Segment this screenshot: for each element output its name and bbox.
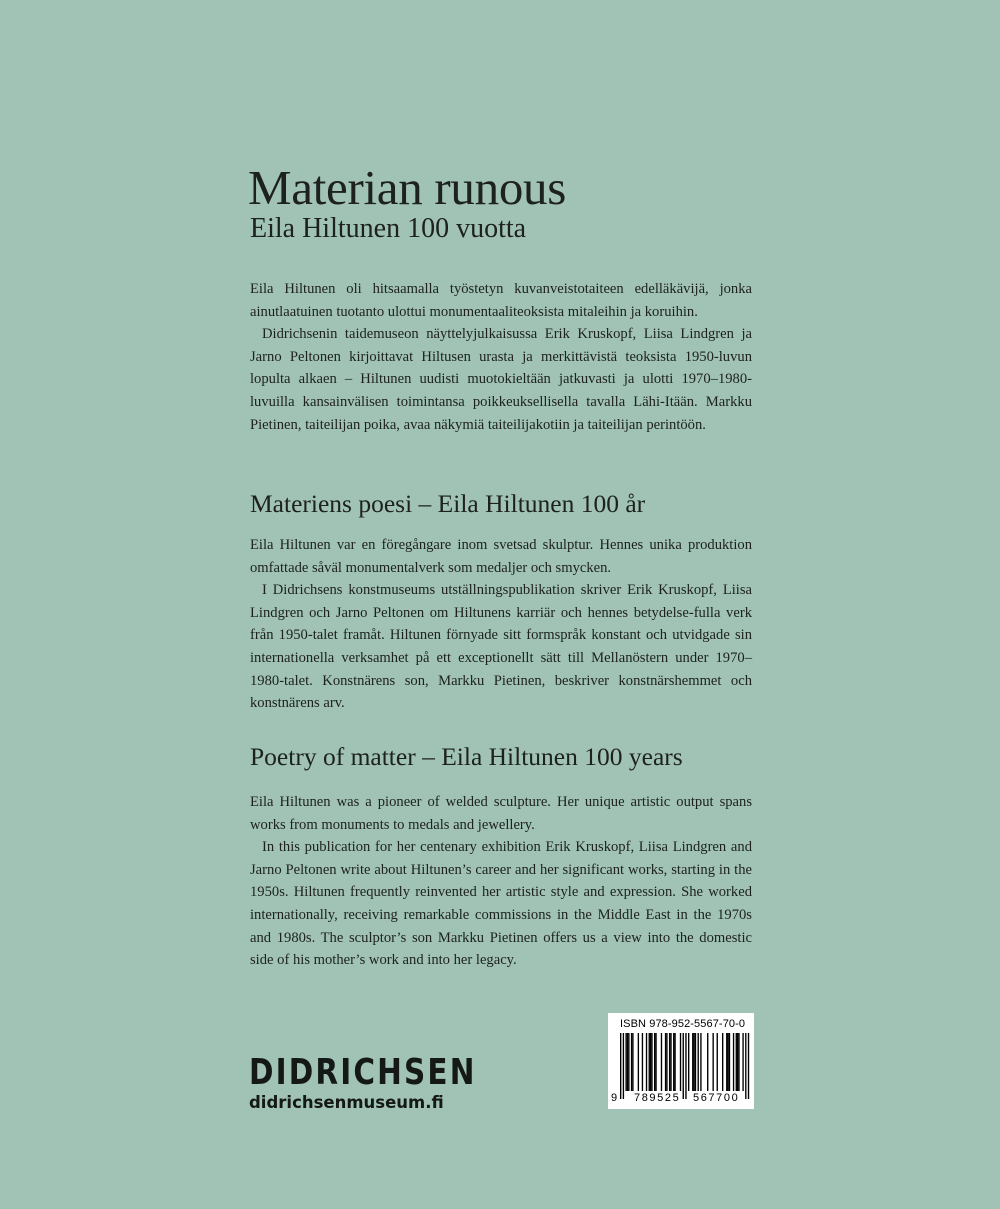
swedish-heading: Materiens poesi – Eila Hiltunen 100 år (250, 489, 646, 518)
barcode-bar (726, 1033, 727, 1091)
book-title: Materian runous (248, 160, 566, 215)
barcode-bar (695, 1033, 696, 1091)
barcode-bar (650, 1033, 651, 1091)
barcode-bar (669, 1033, 670, 1091)
finnish-blurb (250, 278, 752, 436)
barcode-bar (655, 1033, 656, 1091)
barcode-bar (745, 1033, 746, 1099)
barcode-bar (727, 1033, 728, 1091)
barcode-bar (628, 1033, 629, 1091)
barcode-bar (646, 1033, 647, 1091)
barcode-bar (738, 1033, 739, 1091)
finnish-paragraph-1: Eila Hiltunen oli hitsaamalla työstetyn kuvanveistotaiteen edelläkävijä, jonka ainutlaatuinen tuotanto ulottui monumentaaliteoksista mitaleihin ja koruihin. (250, 281, 752, 320)
english-heading: Poetry of matter – Eila Hiltunen 100 years (250, 742, 683, 771)
barcode-bar (631, 1033, 632, 1091)
barcode-bar (632, 1033, 633, 1091)
barcode-bar (627, 1033, 628, 1091)
barcode-bar (748, 1033, 749, 1099)
barcode-bar (674, 1033, 675, 1091)
barcode-bar (712, 1033, 713, 1091)
barcode-bar (665, 1033, 666, 1091)
barcode-digit-prefix: 9 (611, 1092, 618, 1104)
english-paragraph-2: In this publication for her centenary exhibition Erik Kruskopf, Liisa Lindgren and Jarno Peltonen write about Hiltunen’s career and her significant works, starting in the 1950s. Hiltunen frequently reinvented her artistic style and expression. She worked internationally, receiving remarkable commissions in the Middle East in the 1970s and 1980s. The sculptor’s son Markku Pietinen offers us a view into the domestic side of his mother’s work and into her legacy. (250, 839, 752, 969)
barcode-digits-right: 567700 (693, 1092, 740, 1104)
barcode-bar (692, 1033, 693, 1091)
barcode-bar (683, 1033, 684, 1099)
barcode-bar (729, 1033, 730, 1091)
isbn-label: ISBN 978-952-5567-70-0 (620, 1018, 746, 1030)
swedish-paragraph-1: Eila Hiltunen var en föregångare inom svetsad skulptur. Hennes unika produktion omfattade såväl monumentalverk som medaljer och smycken. (250, 537, 752, 576)
barcode-bar (673, 1033, 674, 1091)
barcode-bar (661, 1033, 662, 1091)
barcode-bar (722, 1033, 723, 1091)
barcode-bar (688, 1033, 689, 1091)
barcode-bar (685, 1033, 686, 1099)
barcode-bar (670, 1033, 671, 1091)
isbn-barcode (608, 1013, 754, 1109)
publisher-logo: DIDRICHSEN (249, 1052, 477, 1093)
barcode-bar (707, 1033, 708, 1091)
book-subtitle: Eila Hiltunen 100 vuotta (250, 213, 527, 244)
barcode-bar (642, 1033, 643, 1091)
finnish-paragraph-2: Didrichsenin taidemuseon näyttelyjulkaisussa Erik Kruskopf, Liisa Lindgren ja Jarno Peltonen kirjoittavat Hiltusen urasta ja merkittävistä teoksista 1950-luvun lopulta alkaen – Hiltunen uudisti muotokieltään jatkuvasti ja ulotti 1970–1980-luvuilla kansainvälisen toimintansa poikkeuksellisella tavalla Lähi-Itään. Markku Pietinen, taiteilijan poika, avaa näkymiä taiteilijakotiin ja taiteilijan perintöön. (250, 326, 752, 433)
barcode-bar (737, 1033, 738, 1091)
publisher-block (249, 1054, 526, 1113)
publisher-url: didrichsenmuseum.fi (249, 1093, 444, 1112)
english-blurb (250, 791, 752, 972)
barcode-bar (693, 1033, 694, 1091)
barcode-bar (680, 1033, 681, 1091)
english-paragraph-1: Eila Hiltunen was a pioneer of welded sculpture. Her unique artistic output spans works from monuments to medals and jewellery. (250, 794, 752, 833)
barcode-bar (620, 1033, 621, 1099)
barcode-bar (666, 1033, 667, 1091)
barcode-bar (649, 1033, 650, 1091)
barcode-bar (651, 1033, 652, 1091)
barcode-bar (654, 1033, 655, 1091)
barcode-bar (698, 1033, 699, 1091)
barcode-digits-left: 789525 (634, 1092, 681, 1104)
barcode-bar (736, 1033, 737, 1091)
swedish-paragraph-2: I Didrichsens konstmuseums utställningspublikation skriver Erik Kruskopf, Liisa Lindgren och Jarno Peltonen om Hiltunens karriär och hennes betydelse-fulla verk från 1950-talet framåt. Hiltunen förnyade sitt formspråk konstant och utvidgade sin internationella verksamhet på ett exceptionellt sätt till Mellanöstern under 1970–1980-talet. Konstnärens son, Markku Pietinen, beskriver konstnärshemmet och konstnärens arv. (250, 582, 752, 712)
barcode-bar (700, 1033, 701, 1091)
barcode-bar (717, 1033, 718, 1091)
barcode-bar (638, 1033, 639, 1091)
swedish-blurb (250, 534, 752, 715)
barcode-bar (733, 1033, 734, 1091)
barcode-bar (623, 1033, 624, 1099)
barcode-bar (625, 1033, 626, 1091)
barcode-bar (742, 1033, 743, 1091)
